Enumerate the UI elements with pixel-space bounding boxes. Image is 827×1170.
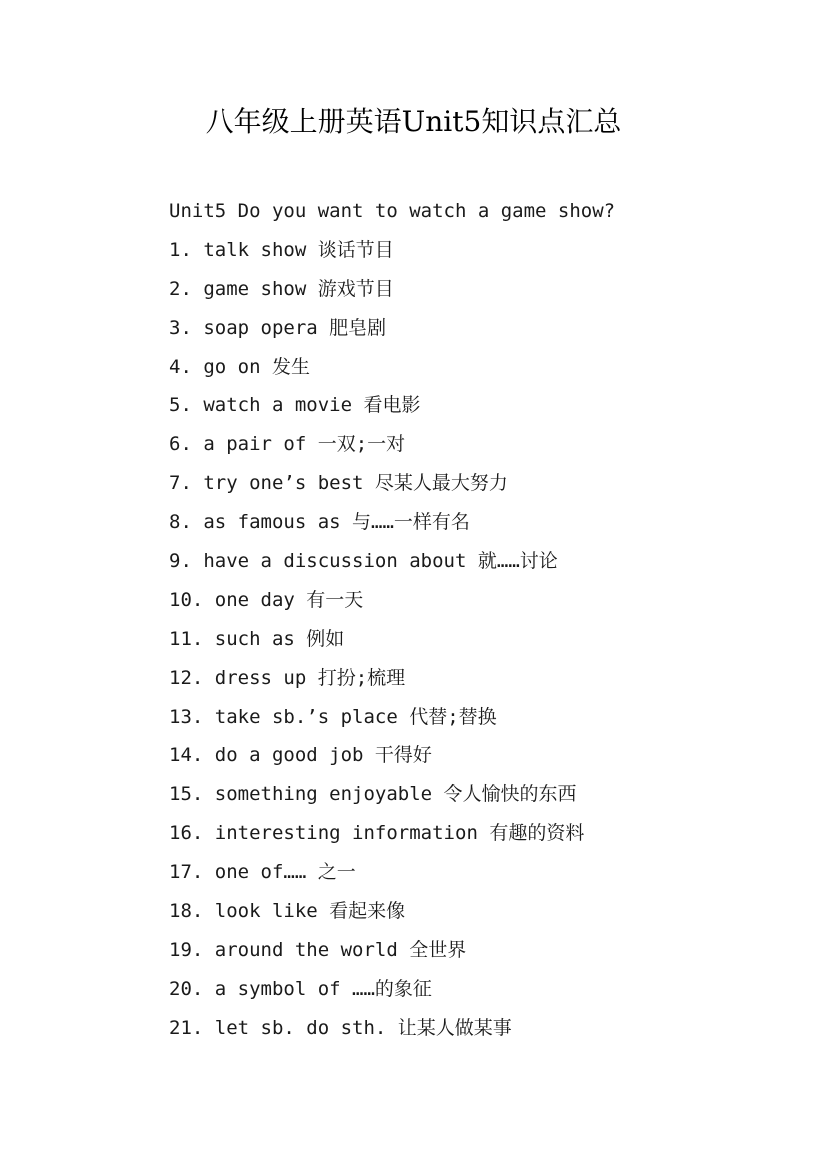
- item-text: do a good job 干得好: [214, 744, 432, 767]
- list-item: [169, 546, 789, 585]
- item-number: 18.: [169, 900, 204, 923]
- list-item: [169, 779, 789, 818]
- item-text: watch a movie 看电影: [203, 394, 421, 417]
- document-body: [169, 196, 789, 1052]
- list-item: [169, 818, 789, 857]
- item-number: 13.: [169, 705, 204, 728]
- item-text: let sb. do sth. 让某人做某事: [214, 1016, 512, 1039]
- list-item: [169, 663, 789, 702]
- list-item: [169, 507, 789, 546]
- item-text: game show 游戏节目: [203, 277, 394, 300]
- item-text: try one’s best 尽某人最大努力: [203, 472, 508, 495]
- document-title: 八年级上册英语Unit5知识点汇总: [205, 105, 622, 138]
- item-number: 20.: [169, 977, 204, 1000]
- list-item: [169, 1013, 789, 1052]
- item-number: 6.: [169, 433, 192, 456]
- item-text: such as 例如: [214, 627, 345, 650]
- list-item: [169, 235, 789, 274]
- item-text: a pair of 一双;一对: [203, 433, 406, 456]
- item-text: take sb.’s place 代替;替换: [214, 705, 497, 728]
- item-text: talk show 谈话节目: [203, 238, 394, 261]
- item-number: 3.: [169, 316, 192, 339]
- item-text: one day 有一天: [214, 588, 364, 611]
- item-number: 21.: [169, 1016, 204, 1039]
- item-number: 4.: [169, 355, 192, 378]
- list-item: [169, 624, 789, 663]
- list-item: [169, 740, 789, 779]
- item-number: 5.: [169, 394, 192, 417]
- item-text: interesting information 有趣的资料: [214, 822, 585, 845]
- item-number: 19.: [169, 938, 204, 961]
- list-item: [169, 585, 789, 624]
- item-text: a symbol of ……的象征: [214, 977, 432, 1000]
- item-number: 11.: [169, 627, 204, 650]
- item-number: 1.: [169, 238, 192, 261]
- list-item: [169, 935, 789, 974]
- item-text: look like 看起来像: [214, 900, 406, 923]
- item-text: dress up 打扮;梳理: [214, 666, 406, 689]
- item-text: something enjoyable 令人愉快的东西: [214, 783, 577, 806]
- phrase-list: [169, 235, 789, 1052]
- item-text: have a discussion about 就……讨论: [203, 550, 558, 573]
- item-number: 15.: [169, 783, 204, 806]
- item-number: 9.: [169, 550, 192, 573]
- item-number: 8.: [169, 511, 192, 534]
- item-number: 10.: [169, 588, 204, 611]
- list-item: [169, 896, 789, 935]
- list-item: [169, 390, 789, 429]
- item-text: around the world 全世界: [214, 938, 467, 961]
- list-item: [169, 274, 789, 313]
- list-item: [169, 702, 789, 741]
- item-number: 14.: [169, 744, 204, 767]
- item-number: 12.: [169, 666, 204, 689]
- item-number: 16.: [169, 822, 204, 845]
- list-item: [169, 313, 789, 352]
- item-text: soap opera 肥皂剧: [203, 316, 387, 339]
- item-number: 17.: [169, 861, 204, 884]
- item-text: one of…… 之一: [214, 861, 356, 884]
- item-text: as famous as 与……一样有名: [203, 511, 470, 534]
- item-number: 2.: [169, 277, 192, 300]
- unit-heading: Unit5 Do you want to watch a game show?: [169, 200, 616, 222]
- list-item: [169, 974, 789, 1013]
- item-number: 7.: [169, 472, 192, 495]
- item-text: go on 发生: [203, 355, 310, 378]
- list-item: [169, 468, 789, 507]
- list-item: [169, 352, 789, 391]
- list-item: [169, 429, 789, 468]
- list-item: [169, 857, 789, 896]
